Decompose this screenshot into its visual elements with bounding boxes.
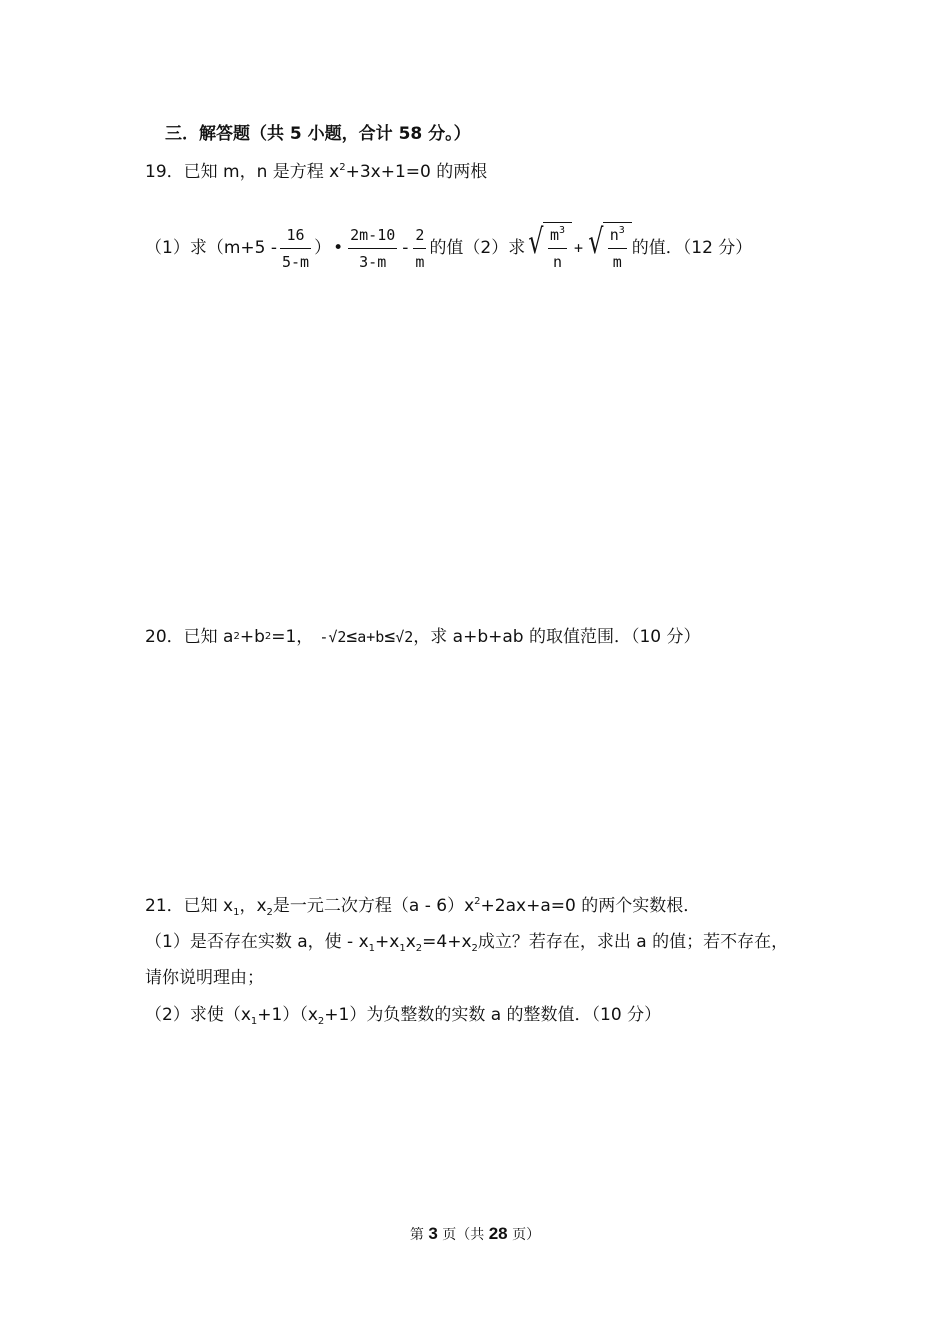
fraction-16-over-5-m xyxy=(280,223,311,274)
fraction-numerator: 16 xyxy=(286,225,305,244)
q19-parts xyxy=(145,205,752,291)
radical-sign-icon: √ xyxy=(528,222,544,262)
q21-part1: （1）是否存在实数 a，使 - $x_1+x_1x_2=4+x_2$成立？若存在，求出 a 的值；若不存在， xyxy=(145,932,789,954)
multiply-dot: • xyxy=(333,238,344,258)
total-pages: 28 xyxy=(488,1224,508,1243)
q21-statement: 21．已知 $x_1$，$x_2$是一元二次方程$(a - 6)x^2+2ax+a=0$ 的两个实数根． xyxy=(145,896,701,918)
q20-text-a: 20．已知 a xyxy=(145,627,234,647)
q19-part1-suffix: 的值（2）求 xyxy=(429,238,526,258)
current-page-number: 3 xyxy=(428,1224,438,1243)
radical-body xyxy=(603,222,632,274)
minus-sign: - xyxy=(402,238,409,258)
radicand-fraction xyxy=(548,223,567,274)
radical-sign-icon: √ xyxy=(588,222,604,262)
fraction-2-over-m xyxy=(413,223,426,274)
section-title: 三．解答题（共 5 小题，合计 58 分。） xyxy=(165,124,471,144)
q19-close-paren: ） xyxy=(314,238,332,258)
fraction-numerator: $m^3$ xyxy=(549,225,565,244)
fraction-2m-10-over-3-m xyxy=(348,223,397,274)
q20-statement: 20．已知 a 2 +b 2 =1， -√2 ≤ a+b ≤ √2 ，求 a+b+ab 的取值范围．（10 分） xyxy=(145,626,701,647)
q21-part2: （2）求使$(x_1+1)(x_2+1)$为负整数的实数 a 的整数值．（10 分） xyxy=(145,1005,662,1027)
fraction-numerator: 2m-10 xyxy=(350,225,396,244)
q20-inequality-left: -√2 xyxy=(319,628,347,646)
fraction-denominator: 5-m xyxy=(281,252,310,271)
page-footer: 第 3 页（共 28 页） xyxy=(409,1224,541,1243)
q20-text-d: ，求 a+b+ab 的取值范围．（10 分） xyxy=(413,627,701,647)
q19-part1-prefix: （1）求（m+5 - xyxy=(145,238,277,258)
q19-statement xyxy=(145,160,487,184)
plus-sign: + xyxy=(574,239,584,257)
q21-part1-continued: 请你说明理由； xyxy=(145,968,264,988)
radical-body xyxy=(543,222,572,274)
q19-part2-suffix: 的值．（12 分） xyxy=(631,238,753,258)
radicand-fraction xyxy=(608,223,627,274)
fraction-numerator: 2 xyxy=(415,225,425,244)
fraction-denominator: m xyxy=(612,253,622,271)
q20-text-c: =1， xyxy=(271,627,314,647)
q20-inequality-right: √2 xyxy=(395,628,414,646)
fraction-denominator: m xyxy=(415,252,425,271)
less-equal-sign: ≤ xyxy=(346,626,358,647)
q19-text-b: +3x+1=0 的两根 xyxy=(345,162,488,182)
less-equal-sign: ≤ xyxy=(384,626,396,647)
q20-text-b: +b xyxy=(239,627,265,647)
q19-text-a: 19．已知 m，n 是方程 x xyxy=(145,162,340,182)
q20-inequality-middle: a+b xyxy=(357,628,385,646)
fraction-denominator: 3-m xyxy=(359,252,387,271)
sqrt-m3-over-n xyxy=(525,222,572,274)
fraction-numerator: $n^3$ xyxy=(609,225,625,244)
fraction-denominator: n xyxy=(552,253,562,271)
sqrt-n3-over-m xyxy=(585,222,632,274)
q19-exp: 2 xyxy=(339,162,346,173)
